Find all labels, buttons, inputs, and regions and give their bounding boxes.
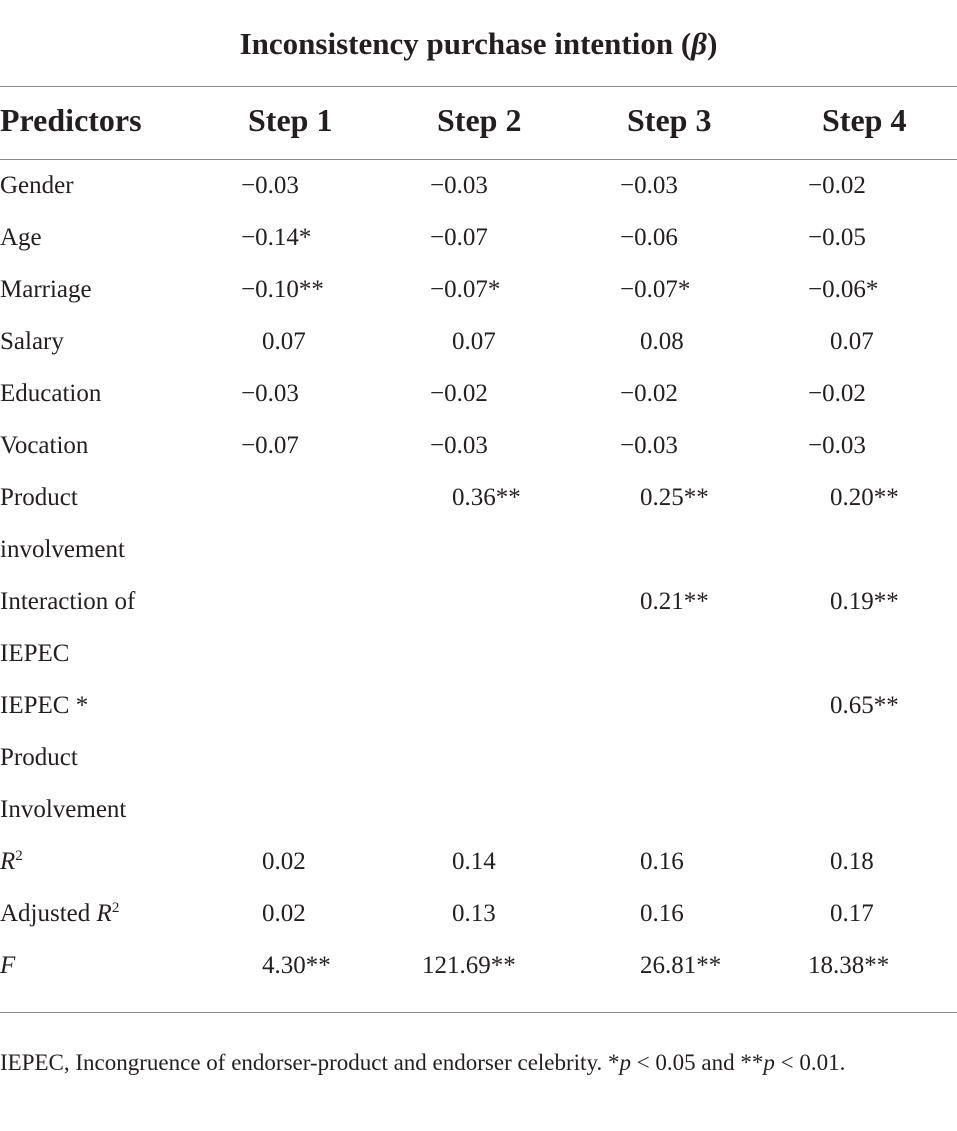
row-label-iepec-product-line2: Product [0,744,78,771]
header-predictors: Predictors [0,102,142,138]
row-label-interaction-iepec-line1: Interaction of [0,588,136,615]
row-label-product-involvement-line2: involvement [0,536,125,563]
row-label-product-involvement-line1: Product [0,484,78,511]
top-rule [0,86,957,87]
row-label-f: F [0,952,16,979]
cell-age-step4: −0.05 [808,224,866,251]
cell-marriage-step3: −0.07* [620,276,691,303]
row-label-gender: Gender [0,172,74,199]
cell-marriage-step1: −0.10** [241,276,324,303]
cell-product-involvement-step3: 0.25** [640,484,709,511]
cell-salary-step3: 0.08 [640,328,684,355]
cell-r2-step1: 0.02 [262,848,306,875]
cell-vocation-step2: −0.03 [430,432,488,459]
row-label-r2: $R^2$ [0,848,23,875]
cell-education-step2: −0.02 [430,380,488,407]
bottom-rule [0,1012,957,1013]
cell-product-involvement-step4: 0.20** [830,484,899,511]
row-label-age: Age [0,224,42,251]
cell-vocation-step1: −0.07 [241,432,299,459]
cell-iepec-product-step4: 0.65** [830,692,899,719]
cell-adjusted-r2-step1: 0.02 [262,900,306,927]
cell-f-step2: 121.69** [422,952,516,979]
table-title: Inconsistency purchase intention (β) [239,26,718,61]
cell-marriage-step4: −0.06* [808,276,879,303]
row-label-iepec-product-line1: IEPEC * [0,692,89,719]
row-label-iepec-product-line3: Involvement [0,796,127,823]
row-label-vocation: Vocation [0,432,89,459]
cell-salary-step1: 0.07 [262,328,306,355]
cell-education-step1: −0.03 [241,380,299,407]
header-step-3: Step 3 [627,102,712,138]
cell-age-step3: −0.06 [620,224,678,251]
table-footnote: IEPEC, Incongruence of endorser-product and endorser celebrity. *p < 0.05 and **p < 0.01. [0,1050,846,1075]
header-step-2: Step 2 [437,102,522,138]
cell-salary-step4: 0.07 [830,328,874,355]
header-step-1: Step 1 [248,102,333,138]
row-label-education: Education [0,380,102,407]
row-label-salary: Salary [0,328,64,355]
cell-gender-step2: −0.03 [430,172,488,199]
cell-vocation-step4: −0.03 [808,432,866,459]
cell-f-step1: 4.30** [262,952,331,979]
cell-adjusted-r2-step3: 0.16 [640,900,684,927]
cell-adjusted-r2-step2: 0.13 [452,900,496,927]
cell-r2-step2: 0.14 [452,848,496,875]
cell-r2-step3: 0.16 [640,848,684,875]
cell-f-step3: 26.81** [640,952,722,979]
cell-vocation-step3: −0.03 [620,432,678,459]
cell-gender-step1: −0.03 [241,172,299,199]
cell-age-step2: −0.07 [430,224,488,251]
cell-education-step3: −0.02 [620,380,678,407]
cell-interaction-iepec-step3: 0.21** [640,588,709,615]
cell-gender-step4: −0.02 [808,172,866,199]
cell-marriage-step2: −0.07* [430,276,501,303]
row-label-interaction-iepec-line2: IEPEC [0,640,70,667]
row-label-marriage: Marriage [0,276,92,303]
cell-f-step4: 18.38** [808,952,890,979]
header-step-4: Step 4 [822,102,907,138]
cell-interaction-iepec-step4: 0.19** [830,588,899,615]
cell-age-step1: −0.14* [241,224,312,251]
cell-gender-step3: −0.03 [620,172,678,199]
cell-education-step4: −0.02 [808,380,866,407]
cell-product-involvement-step2: 0.36** [452,484,521,511]
cell-salary-step2: 0.07 [452,328,496,355]
cell-r2-step4: 0.18 [830,848,874,875]
cell-adjusted-r2-step4: 0.17 [830,900,874,927]
row-label-adjusted-r2: Adjusted $R^2$ [0,900,120,927]
